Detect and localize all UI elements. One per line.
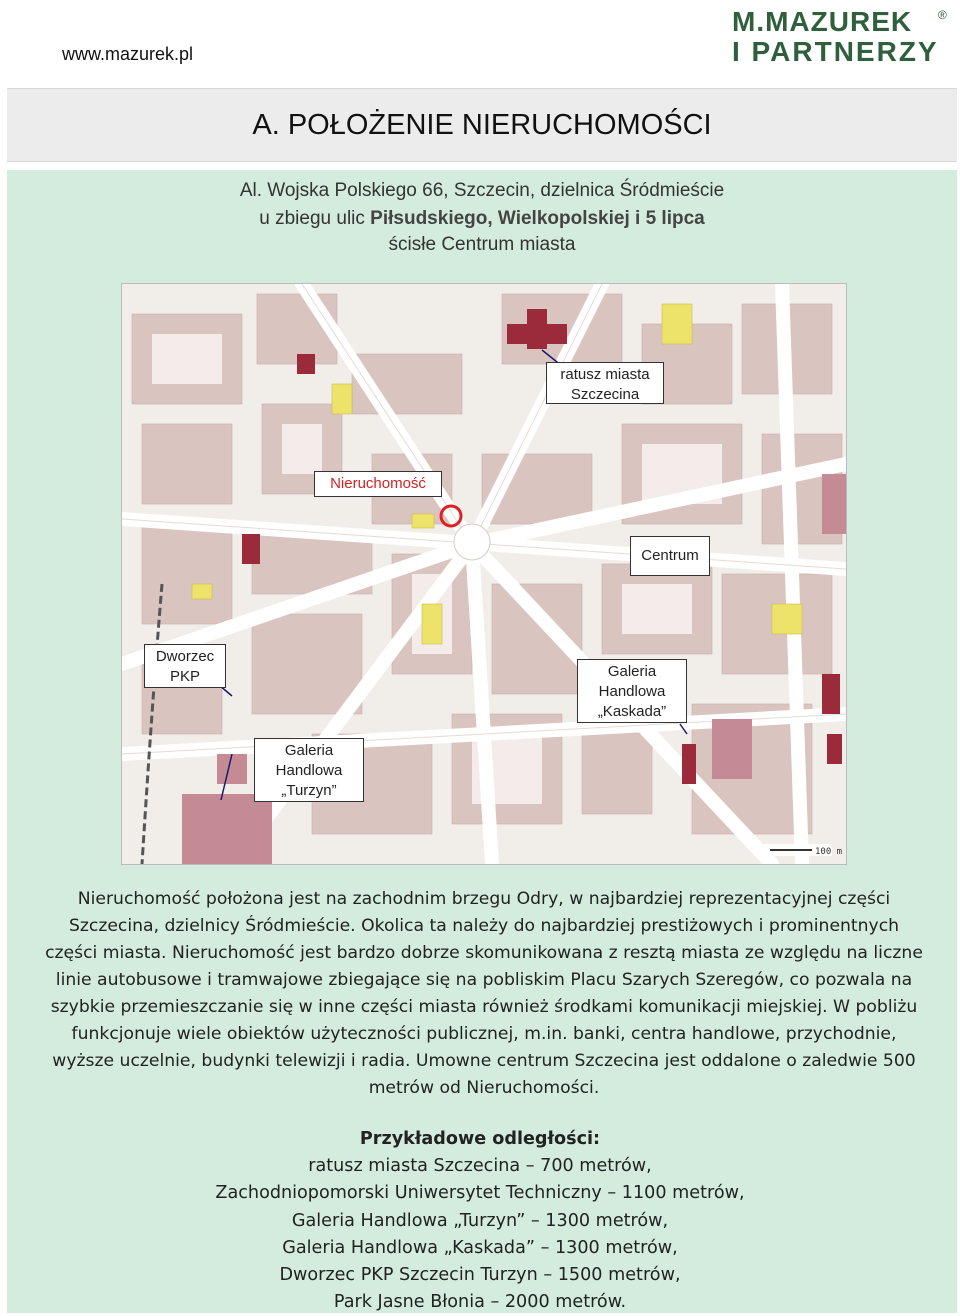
description-line: metrów od Nieruchomości. — [368, 1078, 600, 1098]
distance-item: Park Jasne Błonia – 2000 metrów. — [333, 1292, 627, 1313]
description-line: linie autobusowe i tramwajowe zbiegające się na pobliskim Placu Szarych Szeregów, co pozwala na — [55, 970, 913, 990]
map-scale-label: 100 m — [815, 847, 843, 857]
map-graphic — [122, 284, 846, 864]
description-line: funkcjonuje wiele obiektów użyteczności publicznej, m.in. banki, centra handlowe, przychodnie, — [71, 1024, 897, 1044]
callout-turzyn-line1: Galeria — [284, 742, 334, 759]
address-line2 — [7, 206, 957, 232]
title-bar — [7, 88, 957, 162]
callout-kaskada-line2: Handlowa — [598, 683, 666, 700]
logo-line2: I PARTNERZY — [732, 36, 939, 67]
address-streets: Piłsudskiego, Wielkopolskiej i 5 lipca — [370, 208, 705, 229]
logo-line1: M.MAZUREK — [732, 6, 913, 37]
callout-turzyn — [254, 738, 364, 802]
callout-dworzec-line1: Dworzec — [155, 648, 215, 665]
description-line: Nieruchomość położona jest na zachodnim brzegu Odry, w najbardziej reprezentacyjnej części — [77, 889, 891, 909]
distance-item: Galeria Handlowa „Turzyn” – 1300 metrów, — [291, 1210, 669, 1231]
distance-item: ratusz miasta Szczecina – 700 metrów, — [308, 1156, 652, 1177]
callout-kaskada — [577, 659, 687, 723]
callout-kaskada-line3: „Kaskada” — [597, 703, 667, 720]
description-line: szybkie przemieszczanie się w inne części miasta również środkami komunikacji miejskiej. W pobliżu — [50, 997, 918, 1017]
distance-item: Dworzec PKP Szczecin Turzyn – 1500 metrów, — [279, 1265, 681, 1286]
site-url[interactable]: www.mazurek.pl — [62, 44, 194, 64]
distance-item: Zachodniopomorski Uniwersytet Techniczny – 1100 metrów, — [215, 1183, 745, 1204]
callout-centrum: Centrum — [630, 536, 710, 576]
distances-heading: Przykładowe odległości: — [359, 1129, 601, 1149]
callout-ratusz-line1: ratusz miasta — [560, 366, 650, 383]
callout-dworzec-line2: PKP — [169, 668, 200, 685]
callout-turzyn-line3: „Turzyn” — [281, 782, 337, 799]
location-map — [121, 283, 847, 865]
address-line1: Al. Wojska Polskiego 66, Szczecin, dzielnica Śródmieście — [239, 180, 725, 201]
distance-item: Galeria Handlowa „Kaskada” – 1300 metrów, — [282, 1237, 678, 1258]
company-logo — [732, 6, 954, 68]
callout-dworzec — [144, 644, 226, 688]
callout-ratusz-line2: Szczecina — [570, 386, 640, 403]
description-line: wyższe uczelnie, budynki telewizji i radia. Umowne centrum Szczecina jest oddalone o zaledwie 500 — [52, 1051, 916, 1071]
description-paragraph — [24, 886, 944, 1102]
logo-registered-mark: ® — [938, 8, 947, 22]
callout-kaskada-line1: Galeria — [607, 663, 657, 680]
address-line3: ścisłe Centrum miasta — [388, 234, 576, 255]
callout-property: Nieruchomość — [314, 471, 442, 497]
page-title: A. POŁOŻENIE NIERUCHOMOŚCI — [252, 109, 712, 141]
description-line: części miasta. Nieruchomość jest bardzo dobrze skomunikowana z resztą miasta ze względu na liczne — [45, 943, 923, 963]
callout-ratusz — [546, 362, 664, 404]
distances-section — [0, 1126, 960, 1316]
description-line: Szczecina, dzielnicy Śródmieście. Okolica ta należy do najbardziej prestiżowych i prominentnych — [68, 916, 900, 936]
address-line2-prefix: u zbiegu ulic — [259, 208, 371, 229]
callout-turzyn-line2: Handlowa — [275, 762, 343, 779]
